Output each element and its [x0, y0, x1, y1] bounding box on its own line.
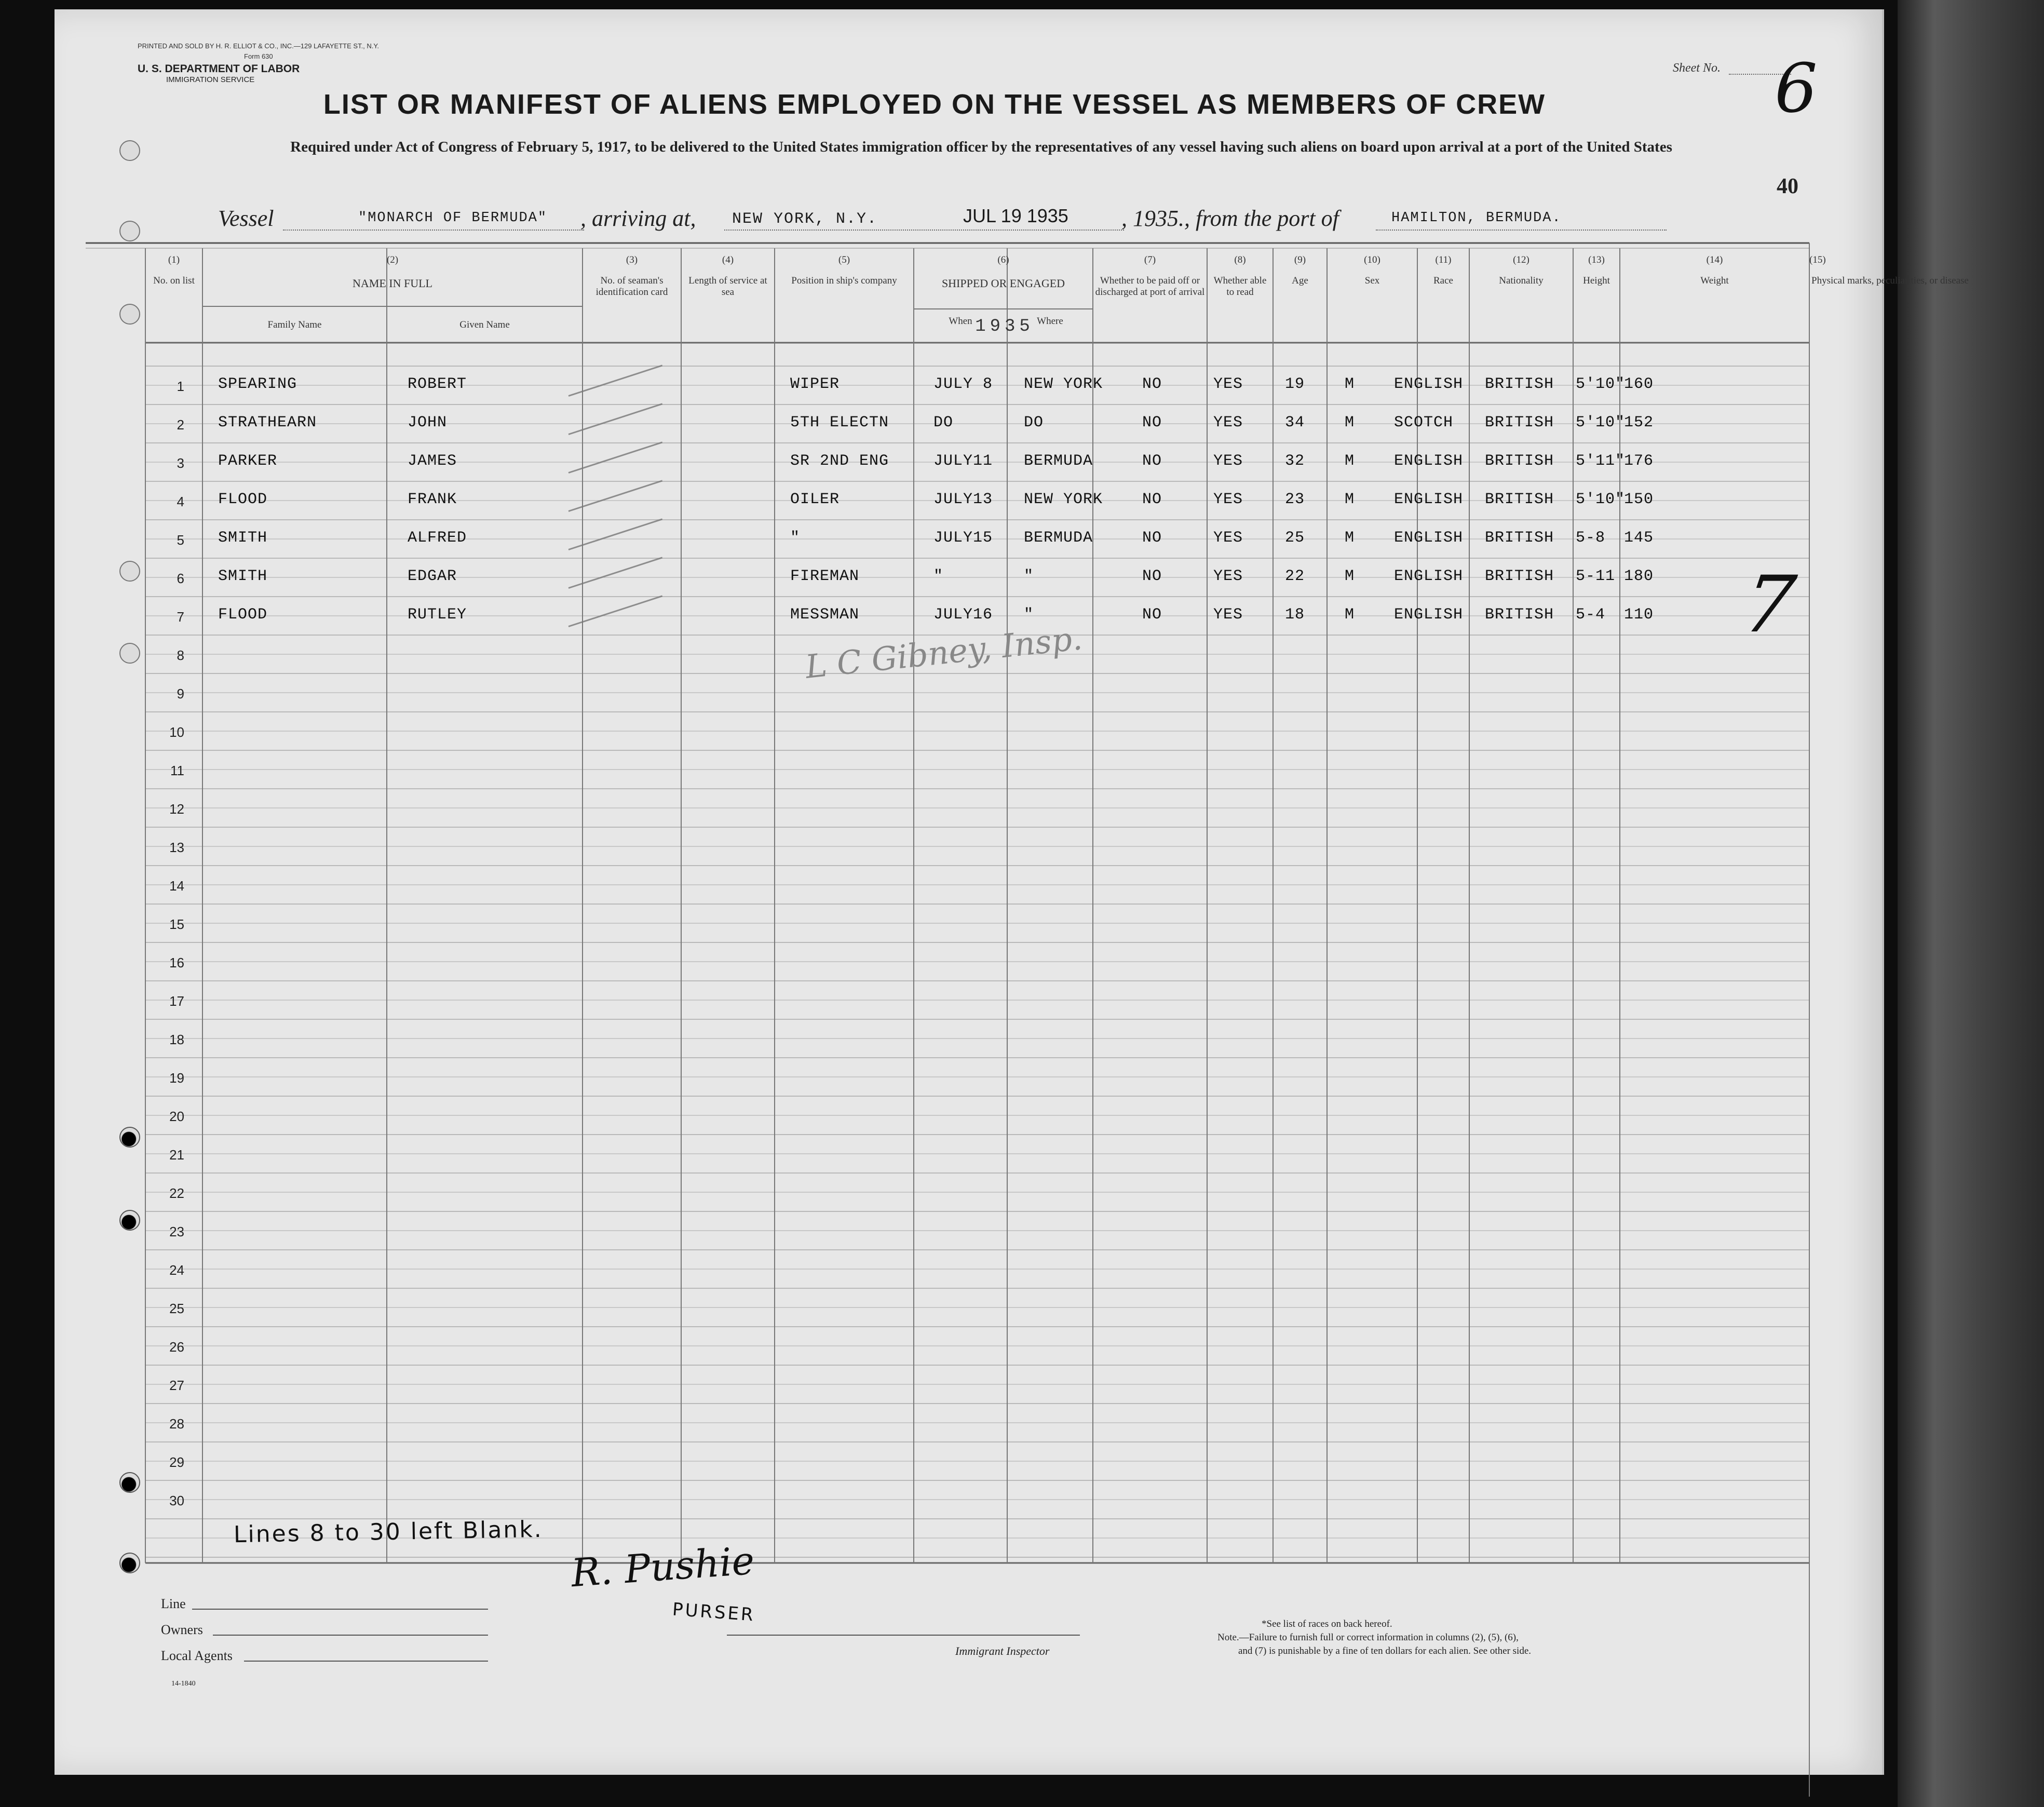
- line-label: Line: [161, 1596, 186, 1611]
- date-stamp: JUL 19 1935: [963, 205, 1068, 226]
- cell-family: SMITH: [218, 568, 268, 585]
- column-subheader: Family Name: [267, 319, 322, 330]
- column-number: (13): [1588, 254, 1605, 265]
- blank-lines-note: Lines 8 to 30 left Blank.: [233, 1516, 544, 1548]
- row-number: 4: [177, 494, 184, 509]
- column-number: (10): [1364, 254, 1380, 265]
- cell-race: ENGLISH: [1394, 568, 1464, 585]
- form-code: 14-1840: [171, 1680, 196, 1688]
- row-number: 9: [177, 686, 184, 702]
- column-number: (1): [168, 254, 180, 265]
- cell-height: 5'10": [1576, 414, 1626, 431]
- column-header: Weight: [1700, 275, 1729, 286]
- row-number: 28: [169, 1416, 184, 1432]
- owners-label: Owners: [161, 1622, 203, 1637]
- cell-height: 5-4: [1576, 606, 1606, 624]
- cell-nationality: BRITISH: [1485, 606, 1554, 624]
- column-number: (6): [997, 254, 1009, 265]
- punch-hole: [119, 1553, 140, 1573]
- cell-age: 23: [1285, 491, 1305, 508]
- cell-when: ": [933, 568, 944, 585]
- cell-height: 5'10": [1576, 375, 1626, 393]
- cell-height: 5-11: [1576, 568, 1616, 585]
- count-mark: 7: [1738, 560, 1801, 650]
- row-number: 12: [169, 801, 184, 817]
- row-number: 5: [177, 532, 184, 548]
- cell-nationality: BRITISH: [1485, 452, 1554, 470]
- cell-position: OILER: [790, 491, 840, 508]
- page-title: LIST OR MANIFEST OF ALIENS EMPLOYED ON THE VESSEL AS MEMBERS OF CREW: [323, 89, 1546, 120]
- column-header: Height: [1583, 275, 1610, 286]
- row-number: 16: [169, 955, 184, 970]
- cell-read: YES: [1213, 375, 1243, 393]
- shipped-year: 1935: [975, 317, 1034, 336]
- punch-hole: [119, 643, 140, 664]
- column-subheader: Given Name: [459, 319, 510, 330]
- row-number: 20: [169, 1109, 184, 1124]
- cell-when: JULY 8: [933, 375, 993, 393]
- cell-weight: 110: [1624, 606, 1654, 624]
- cell-weight: 160: [1624, 375, 1654, 393]
- row-number: 24: [169, 1262, 184, 1278]
- cell-height: 5'11": [1576, 452, 1626, 470]
- vessel-name: "MONARCH OF BERMUDA": [358, 210, 548, 226]
- cell-sex: M: [1345, 414, 1355, 431]
- cell-height: 5'10": [1576, 491, 1626, 508]
- cell-when: JULY11: [933, 452, 993, 470]
- printer-credit: PRINTED AND SOLD BY H. R. ELLIOT & CO., INC.—129 LAFAYETTE ST., N.Y.: [138, 42, 380, 50]
- cell-read: YES: [1213, 568, 1243, 585]
- column-header: NAME IN FULL: [353, 277, 432, 290]
- row-number: 13: [169, 840, 184, 855]
- cell-family: SPEARING: [218, 375, 297, 393]
- cell-where: BERMUDA: [1024, 529, 1093, 547]
- row-number: 26: [169, 1339, 184, 1355]
- column-number: (8): [1234, 254, 1246, 265]
- column-number: (4): [722, 254, 734, 265]
- cell-weight: 152: [1624, 414, 1654, 431]
- cell-race: ENGLISH: [1394, 375, 1464, 393]
- cell-when: JULY15: [933, 529, 993, 547]
- cell-given: JOHN: [408, 414, 448, 431]
- punch-hole: [119, 140, 140, 161]
- cell-when: DO: [933, 414, 954, 431]
- cell-paid-off: NO: [1142, 606, 1162, 624]
- vessel-label: Vessel: [218, 206, 274, 231]
- cell-race: ENGLISH: [1394, 491, 1464, 508]
- cell-read: YES: [1213, 452, 1243, 470]
- cell-given: EDGAR: [408, 568, 457, 585]
- cell-race: ENGLISH: [1394, 452, 1464, 470]
- inspector-signature: L C Gibney, Insp.: [803, 619, 1084, 686]
- cell-position: ": [790, 529, 801, 547]
- line-field: [192, 1609, 488, 1610]
- row-number: 15: [169, 916, 184, 932]
- cell-race: SCOTCH: [1394, 414, 1454, 431]
- cell-where: ": [1024, 568, 1034, 585]
- column-header: No. of seaman's identification card: [595, 275, 668, 298]
- inspector-label: Immigrant Inspector: [955, 1644, 1050, 1657]
- cell-age: 18: [1285, 606, 1305, 624]
- cell-weight: 145: [1624, 529, 1654, 547]
- cell-when: JULY13: [933, 491, 993, 508]
- cell-read: YES: [1213, 414, 1243, 431]
- column-number: (3): [626, 254, 638, 265]
- column-header: Position in ship's company: [791, 275, 897, 286]
- cell-position: WIPER: [790, 375, 840, 393]
- row-number: 18: [169, 1032, 184, 1047]
- row-number: 7: [177, 609, 184, 625]
- cell-nationality: BRITISH: [1485, 414, 1554, 431]
- cell-given: JAMES: [408, 452, 457, 470]
- cell-family: SMITH: [218, 529, 268, 547]
- owners-field: [213, 1635, 488, 1636]
- cell-where: DO: [1024, 414, 1044, 431]
- cell-age: 19: [1285, 375, 1305, 393]
- purser-title: PURSER: [671, 1599, 756, 1626]
- column-number: (12): [1513, 254, 1529, 265]
- column-number: (11): [1435, 254, 1452, 265]
- cell-nationality: BRITISH: [1485, 529, 1554, 547]
- column-header: Race: [1433, 275, 1453, 286]
- column-number: (9): [1294, 254, 1306, 265]
- cell-sex: M: [1345, 529, 1355, 547]
- column-header: No. on list: [153, 275, 195, 286]
- cell-weight: 150: [1624, 491, 1654, 508]
- sheet-number: 6: [1775, 49, 1818, 128]
- purser-signature: R. Pushie: [570, 1538, 756, 1596]
- cell-position: FIREMAN: [790, 568, 860, 585]
- row-number: 17: [169, 993, 184, 1009]
- column-header: Whether able to read: [1213, 275, 1267, 298]
- punch-hole: [119, 1472, 140, 1493]
- row-number: 30: [169, 1493, 184, 1508]
- local-agents-field: [244, 1661, 488, 1662]
- row-number: 14: [169, 878, 184, 894]
- cell-when: JULY16: [933, 606, 993, 624]
- cell-family: STRATHEARN: [218, 414, 317, 431]
- row-number: 3: [177, 455, 184, 471]
- cell-where: NEW YORK: [1024, 375, 1103, 393]
- column-header: Nationality: [1499, 275, 1544, 286]
- cell-age: 25: [1285, 529, 1305, 547]
- from-port: HAMILTON, BERMUDA.: [1391, 210, 1562, 226]
- cell-paid-off: NO: [1142, 414, 1162, 431]
- cell-paid-off: NO: [1142, 375, 1162, 393]
- cell-weight: 180: [1624, 568, 1654, 585]
- column-number: (7): [1144, 254, 1156, 265]
- column-number: (2): [386, 254, 399, 265]
- cell-nationality: BRITISH: [1485, 491, 1554, 508]
- row-number: 19: [169, 1070, 184, 1086]
- punch-hole: [119, 304, 140, 325]
- cell-read: YES: [1213, 529, 1243, 547]
- cell-race: ENGLISH: [1394, 606, 1464, 624]
- row-number: 22: [169, 1185, 184, 1201]
- service-name: IMMIGRATION SERVICE: [166, 75, 255, 84]
- column-number: (14): [1706, 254, 1723, 265]
- sheet-label: Sheet No.: [1673, 61, 1721, 75]
- cell-position: 5TH ELECTN: [790, 414, 889, 431]
- cell-paid-off: NO: [1142, 452, 1162, 470]
- column-subheader: When: [949, 316, 972, 327]
- cell-race: ENGLISH: [1394, 529, 1464, 547]
- cell-position: MESSMAN: [790, 606, 860, 624]
- cell-family: FLOOD: [218, 491, 268, 508]
- cell-given: RUTLEY: [408, 606, 467, 624]
- cell-given: FRANK: [408, 491, 457, 508]
- penalty-note-1: Note.—Failure to furnish full or correct information in columns (2), (5), (6),: [1217, 1632, 1519, 1643]
- year-label: , 1935., from the port of: [1121, 206, 1339, 231]
- row-number: 23: [169, 1224, 184, 1239]
- column-header: Sex: [1364, 275, 1380, 286]
- cell-family: FLOOD: [218, 606, 268, 624]
- column-header: Length of service at sea: [688, 275, 767, 298]
- punch-hole: [119, 1210, 140, 1231]
- cell-age: 32: [1285, 452, 1305, 470]
- races-note: *See list of races on back hereof.: [1262, 1619, 1392, 1629]
- cell-height: 5-8: [1576, 529, 1606, 547]
- row-number: 8: [177, 648, 184, 663]
- punch-hole: [119, 561, 140, 582]
- row-number: 6: [177, 571, 184, 586]
- row-number: 25: [169, 1301, 184, 1316]
- cell-nationality: BRITISH: [1485, 375, 1554, 393]
- corner-number: 40: [1777, 174, 1798, 198]
- punch-hole: [119, 1127, 140, 1148]
- cell-where: ": [1024, 606, 1034, 624]
- column-subheader: Where: [1037, 316, 1063, 327]
- cell-age: 22: [1285, 568, 1305, 585]
- cell-sex: M: [1345, 452, 1355, 470]
- penalty-note-2: and (7) is punishable by a fine of ten dollars for each alien. See other side.: [1238, 1646, 1532, 1656]
- cell-given: ALFRED: [408, 529, 467, 547]
- cell-where: NEW YORK: [1024, 491, 1103, 508]
- cell-sex: M: [1345, 375, 1355, 393]
- row-number: 21: [169, 1147, 184, 1163]
- cell-nationality: BRITISH: [1485, 568, 1554, 585]
- cell-family: PARKER: [218, 452, 278, 470]
- cell-sex: M: [1345, 606, 1355, 624]
- row-number: 10: [169, 724, 184, 740]
- row-number: 2: [177, 417, 184, 433]
- cell-paid-off: NO: [1142, 491, 1162, 508]
- cell-read: YES: [1213, 606, 1243, 624]
- cell-read: YES: [1213, 491, 1243, 508]
- page-subtitle: Required under Act of Congress of February 5, 1917, to be delivered to the United States immigration officer by the representatives of any vessel having such aliens on board upon arrival at a port of the United States: [290, 139, 1672, 155]
- row-number: 29: [169, 1454, 184, 1470]
- row-number: 27: [169, 1378, 184, 1393]
- cell-paid-off: NO: [1142, 529, 1162, 547]
- cell-sex: M: [1345, 491, 1355, 508]
- column-number: (15): [1809, 254, 1826, 265]
- column-number: (5): [838, 254, 850, 265]
- inspector-field: [727, 1635, 1080, 1636]
- cell-given: ROBERT: [408, 375, 467, 393]
- cell-age: 34: [1285, 414, 1305, 431]
- column-header: Age: [1292, 275, 1308, 286]
- arriving-label: , arriving at,: [580, 206, 696, 231]
- arriving-port: NEW YORK, N.Y.: [732, 210, 878, 228]
- cell-sex: M: [1345, 568, 1355, 585]
- column-header: Physical marks, peculiarities, or disease: [1811, 275, 1969, 286]
- row-number: 1: [177, 379, 184, 394]
- column-header: Whether to be paid off or discharged at port of arrival: [1095, 275, 1205, 298]
- form-number: Form 630: [244, 52, 273, 60]
- cell-paid-off: NO: [1142, 568, 1162, 585]
- cell-position: SR 2ND ENG: [790, 452, 889, 470]
- cell-where: BERMUDA: [1024, 452, 1093, 470]
- department-name: U. S. DEPARTMENT OF LABOR: [138, 63, 300, 75]
- cell-weight: 176: [1624, 452, 1654, 470]
- column-header: SHIPPED OR ENGAGED: [941, 277, 1065, 290]
- row-number: 11: [170, 763, 184, 778]
- punch-hole: [119, 221, 140, 241]
- local-agents-label: Local Agents: [161, 1648, 233, 1663]
